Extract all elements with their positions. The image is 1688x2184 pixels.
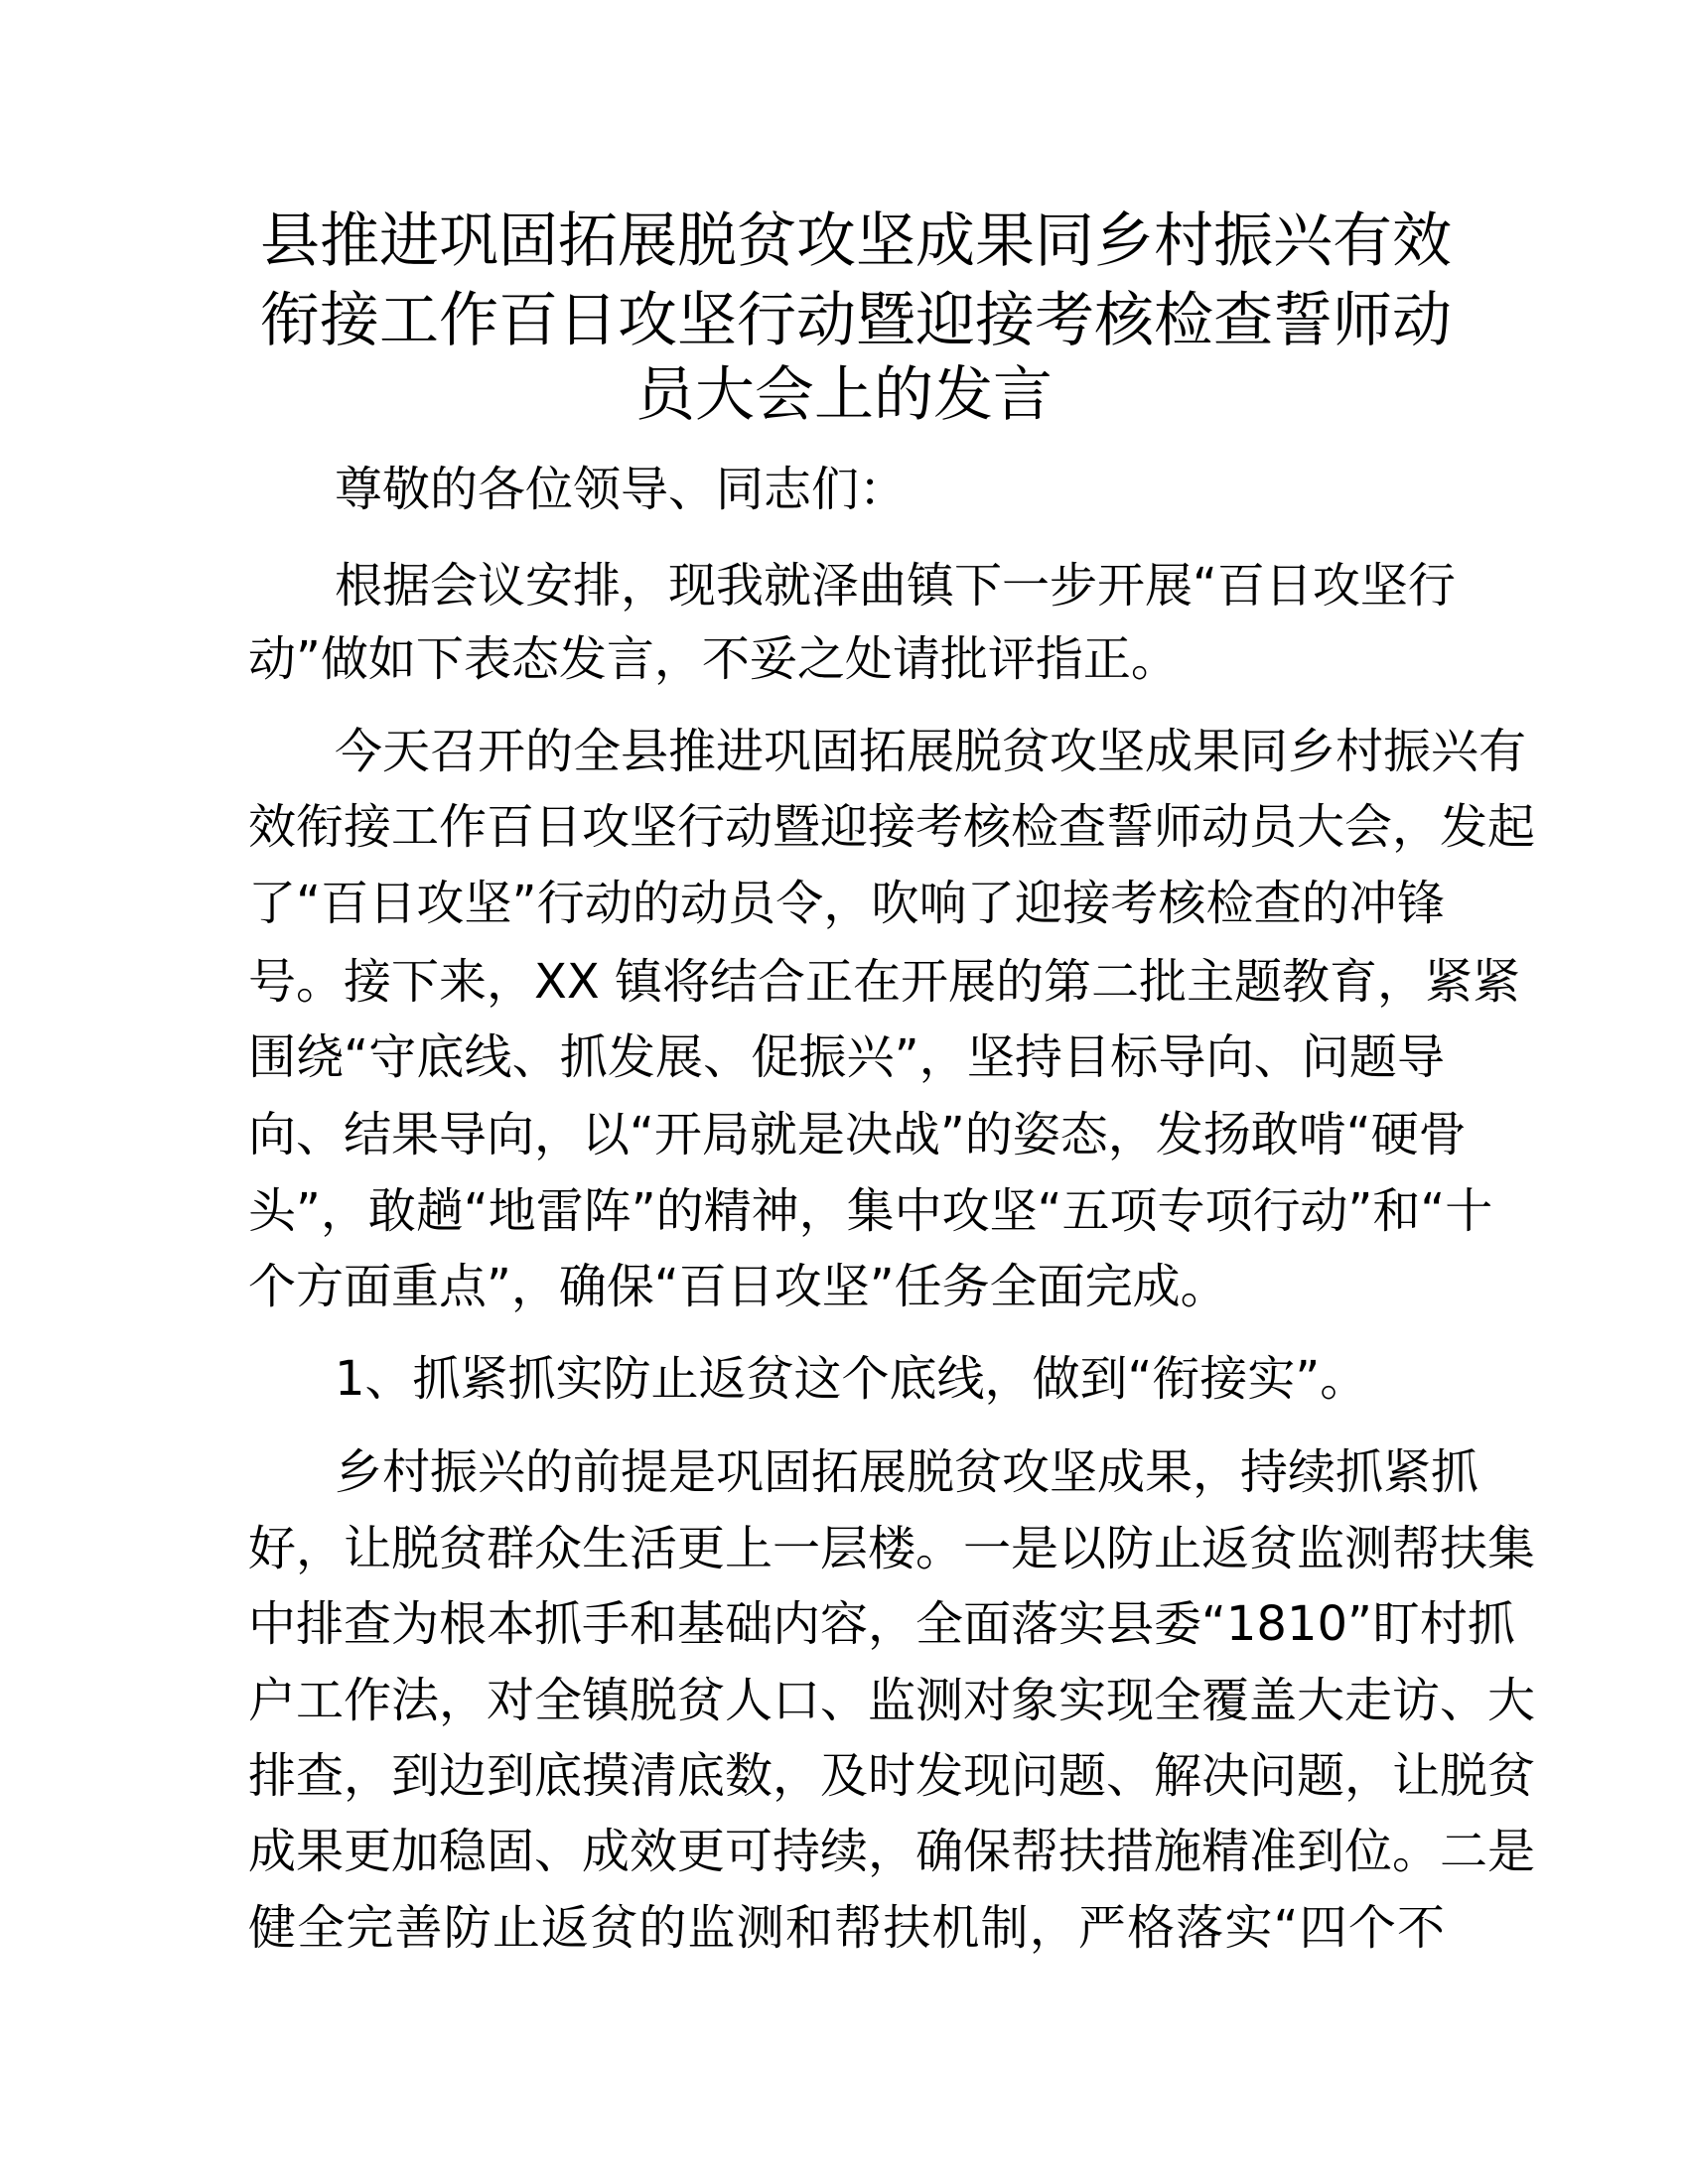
paragraph-line: 向、结果导向，以“开局就是决战”的姿态，发扬敢啃“硬骨 [248, 1107, 1467, 1162]
paragraph-line: 今天召开的全县推进巩固拓展脱贫攻坚成果同乡村振兴有 [335, 724, 1527, 779]
paragraph-line: 效衔接工作百日攻坚行动暨迎接考核检查誓师动员大会，发起 [248, 799, 1536, 855]
paragraph-line: 成果更加稳固、成效更可持续，确保帮扶措施精准到位。二是 [248, 1824, 1536, 1879]
paragraph-line: 健全完善防止返贫的监测和帮扶机制，严格落实“四个不 [248, 1900, 1445, 1956]
paragraph-line: 户工作法，对全镇脱贫人口、监测对象实现全覆盖大走访、大 [248, 1673, 1536, 1728]
paragraph-line: 中排查为根本抓手和基础内容，全面落实县委“1810”盯村抓 [248, 1596, 1515, 1652]
paragraph-line: 排查，到边到底摸清底数，及时发现问题、解决问题，让脱贫 [248, 1748, 1536, 1804]
title-line: 衔接工作百日攻坚行动暨迎接考核检查誓师动 [260, 286, 1452, 355]
paragraph-line: 号。接下来，XX 镇将结合正在开展的第二批主题教育，紧紧 [248, 954, 1521, 1010]
title-line: 县推进巩固拓展脱贫攻坚成果同乡村振兴有效 [260, 206, 1452, 276]
paragraph-line: 根据会议安排，现我就泽曲镇下一步开展“百日攻坚行 [335, 558, 1456, 614]
paragraph-line: 围绕“守底线、抓发展、促振兴”，坚持目标导向、问题导 [248, 1029, 1445, 1085]
title-line: 员大会上的发言 [635, 360, 1053, 430]
section-heading: 1、抓紧抓实防止返贫这个底线，做到“衔接实”。 [335, 1351, 1368, 1407]
paragraph-line: 好，让脱贫群众生活更上一层楼。一是以防止返贫监测帮扶集 [248, 1521, 1536, 1576]
paragraph-line: 头”，敢趟“地雷阵”的精神，集中攻坚“五项专项行动”和“十 [248, 1183, 1493, 1239]
greeting: 尊敬的各位领导、同志们： [335, 462, 908, 517]
paragraph-line: 了“百日攻坚”行动的动员令，吹响了迎接考核检查的冲锋 [248, 876, 1445, 931]
paragraph-line: 个方面重点”，确保“百日攻坚”任务全面完成。 [248, 1259, 1228, 1314]
paragraph-line: 动”做如下表态发言，不妥之处请批评指正。 [248, 631, 1179, 687]
paragraph-line: 乡村振兴的前提是巩固拓展脱贫攻坚成果，持续抓紧抓 [335, 1444, 1479, 1500]
